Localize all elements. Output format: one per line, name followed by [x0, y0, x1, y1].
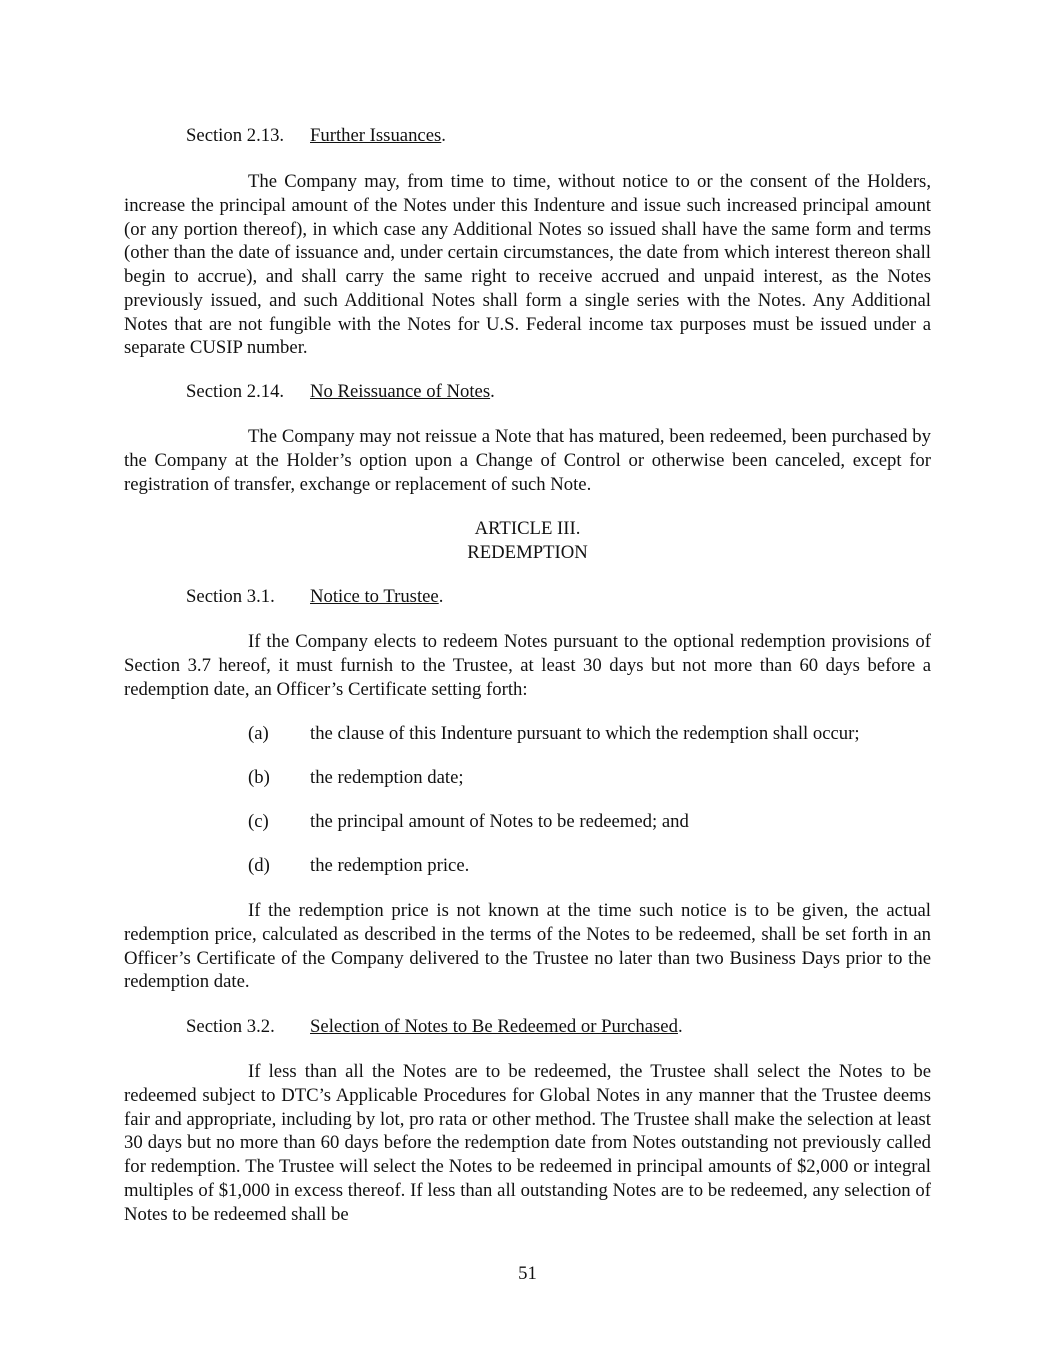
paragraph-selection-of-notes: If less than all the Notes are to be redeemed, the Trustee shall select the Notes to be redeemed subject to DTC’s Applicable Procedures for Global Notes in any manner that the Trustee deems fair and appropriate, including by lot, pro rata or other method. The Trustee shall make the selection at least 30 days but no more than 60 days before the redemption date from Notes outstanding not previously called for redemption. The Trustee will select the Notes to be redeemed in principal amounts of $2,000 or integral multiples of $1,000 in excess thereof. If less than all outstanding Notes are to be redeemed, any selection of Notes to be redeemed shall be [124, 1061, 931, 1225]
paragraph-further-issuances: The Company may, from time to time, without notice to or the consent of the Holders, increase the principal amount of the Notes under this Indenture and issue such increased principal amount (or any portion thereof), in which case any Additional Notes so issued shall have the same form and terms (other than the date of issuance and, under certain circumstances, the date from which interest thereon shall begin to accrue), and shall carry the same right to receive accrued and unpaid interest, as the Notes previously issued, and such Additional Notes shall form a single series with the Notes. Any Additional Notes that are not fungible with the Notes for U.S. Federal income tax purposes must be issued under a separate CUSIP number. [124, 171, 931, 359]
section-number: Section 3.1. [186, 586, 275, 607]
item-text: the redemption date; [310, 767, 464, 788]
item-text: the redemption price. [310, 855, 470, 876]
paragraph-notice-to-trustee: If the Company elects to redeem Notes pursuant to the optional redemption provisions of Section 3.7 hereof, it must furnish to the Trustee, at least 30 days but not more than 60 days before a redemption date, an Officer’s Certificate setting forth: [124, 631, 931, 700]
section-title: Selection of Notes to Be Redeemed or Purchased [310, 1016, 678, 1037]
article-number: ARTICLE III. [474, 518, 581, 539]
article-title: REDEMPTION [467, 542, 588, 563]
section-heading-2-14 [186, 380, 886, 404]
punct: . [438, 586, 444, 607]
item-text: the clause of this Indenture pursuant to which the redemption shall occur; [310, 723, 860, 744]
item-text: the principal amount of Notes to be redeemed; and [310, 811, 689, 832]
punct: . [441, 125, 446, 146]
paragraph-redemption-price: If the redemption price is not known at the time such notice is to be given, the actual redemption price, calculated as described in the terms of the Notes to be redeemed, shall be set forth in an Officer’s Certificate of the Company delivered to the Trustee no later than two Business Days prior to the redemption date. [124, 900, 931, 993]
item-label: (d) [248, 855, 270, 876]
section-heading-3-2 [186, 1015, 886, 1039]
item-label: (c) [248, 811, 269, 832]
page-number: 51 [518, 1263, 537, 1284]
punct: . [677, 1016, 683, 1037]
list-item [248, 810, 948, 834]
section-number: Section 2.14. [186, 381, 285, 402]
section-number: Section 3.2. [186, 1016, 275, 1037]
section-title: Further Issuances [310, 125, 442, 146]
item-label: (a) [248, 723, 269, 744]
section-title: No Reissuance of Notes [310, 381, 491, 402]
punct: . [490, 381, 495, 402]
item-label: (b) [248, 767, 270, 788]
section-title: Notice to Trustee [310, 586, 439, 607]
section-number: Section 2.13. [186, 125, 285, 146]
list-item [248, 766, 948, 790]
list-item [248, 854, 948, 878]
section-heading-3-1 [186, 585, 886, 609]
paragraph-no-reissuance: The Company may not reissue a Note that has matured, been redeemed, been purchased by the Company at the Holder’s option upon a Change of Control or otherwise been canceled, except for registration of transfer, exchange or replacement of such Note. [124, 426, 931, 495]
list-item [248, 722, 948, 746]
section-heading-2-13 [186, 124, 886, 148]
